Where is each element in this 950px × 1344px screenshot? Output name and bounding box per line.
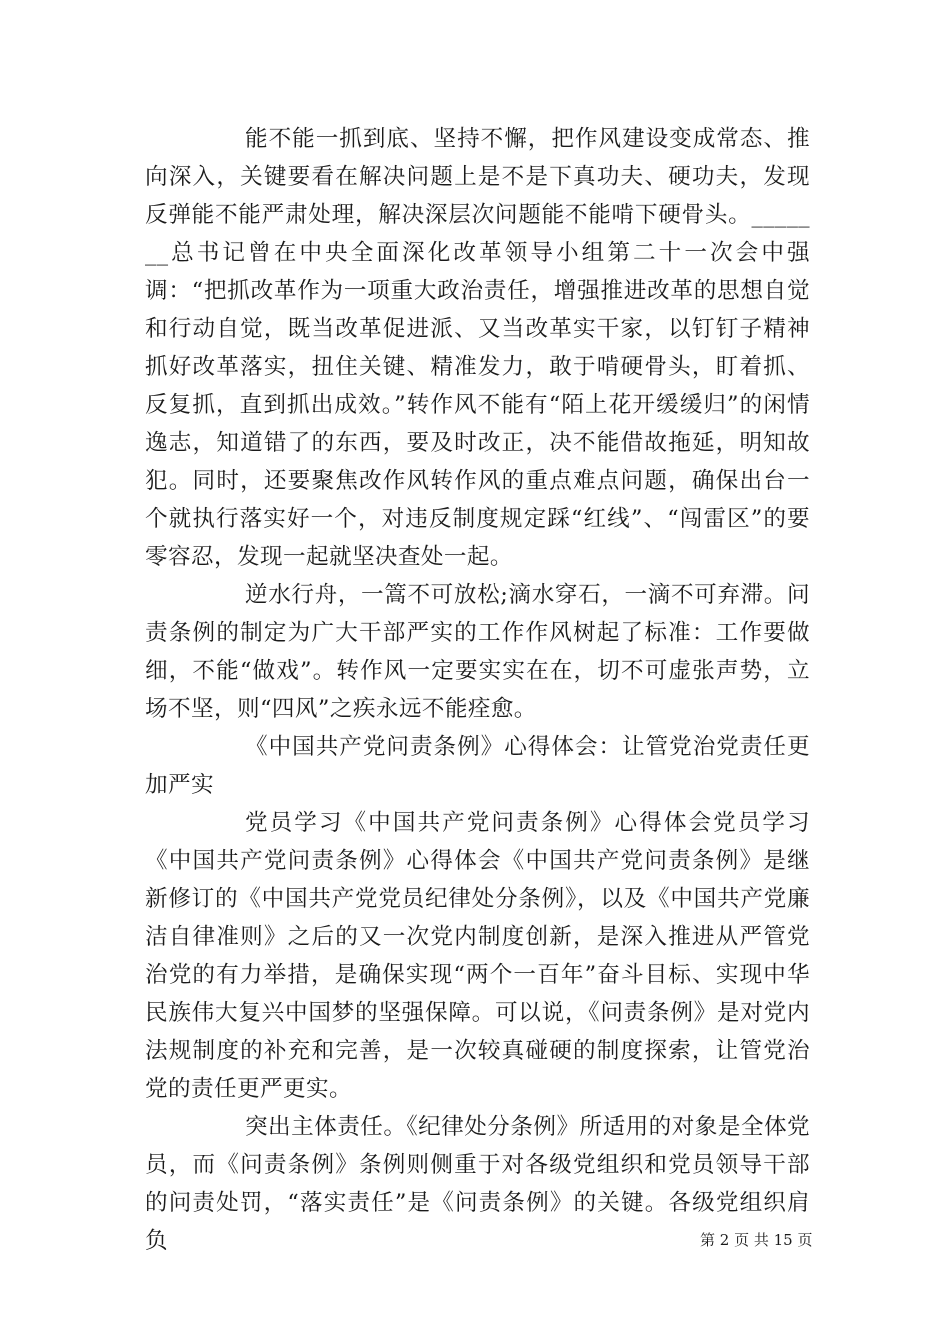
paragraph-main-responsibility: 突出主体责任。《纪律处分条例》所适用的对象是全体党员，而《问责条例》条例则侧重于对各级党组织和党员领导干部的问责处罚，“落实责任”是《问责条例》的关键。各级党组织肩负 <box>145 1114 810 1254</box>
paragraph-style-work: 能不能一抓到底、坚持不懈，把作风建设变成常态、推向深入，关键要看在解决问题上是不是下真功夫、硬功夫，发现反弹能不能严肃处理，解决深层次问题能不能啃下硬骨头。_______总书记曾在中央全面深化改革领导小组第二十一次会中强调：“把抓改革作为一项重大政治责任，增强推进改革的思想自觉和行动自觉，既当改革促进派、又当改革实干家，以钉钉子精神抓好改革落实，扭住关键、精准发力，敢于啃硬骨头，盯着抓、反复抓，直到抓出成效。”转作风不能有“陌上花开缓缓归”的闲情逸志，知道错了的东西，要及时改正，决不能借故拖延，明知故犯。同时，还要聚焦改作风转作风的重点难点问题，确保出台一个就执行落实好一个，对违反制度规定踩“红线”、“闯雷区”的要零容忍，发现一起就坚决查处一起。 <box>145 126 810 570</box>
document-body <box>145 120 813 1260</box>
page-number: 第 2 页 共 15 页 <box>700 1231 813 1249</box>
section-heading: 《中国共产党问责条例》心得体会：让管党治党责任更加严实 <box>145 734 810 798</box>
paragraph-regulation-overview: 党员学习《中国共产党问责条例》心得体会党员学习《中国共产党问责条例》心得体会《中国共产党问责条例》是继新修订的《中国共产党党员纪律处分条例》，以及《中国共产党廉洁自律准则》之后的又一次党内制度创新，是深入推进从严管党治党的有力举措，是确保实现“两个一百年”奋斗目标、实现中华民族伟大复兴中国梦的坚强保障。可以说，《问责条例》是对党内法规制度的补充和完善，是一次较真碰硬的制度探索，让管党治党的责任更严更实。 <box>145 810 810 1102</box>
paragraph-accountability-standard: 逆水行舟，一篙不可放松;滴水穿石，一滴不可弃滞。问责条例的制定为广大干部严实的工作作风树起了标准：工作要做细，不能“做戏”。转作风一定要实实在在，切不可虚张声势，立场不坚，则“四风”之疾永远不能痊愈。 <box>145 582 810 722</box>
